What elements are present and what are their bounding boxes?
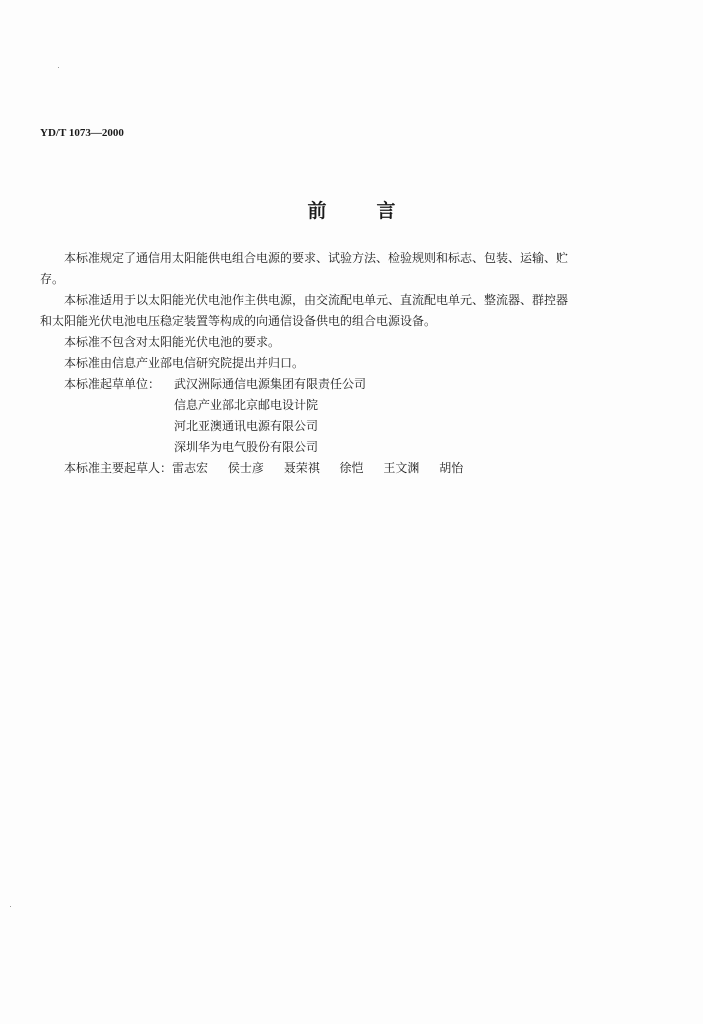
title-char-1: 前	[307, 200, 327, 222]
document-code: YD/T 1073—2000	[40, 127, 124, 139]
paragraph-line: 和太阳能光伏电池电压稳定装置等构成的向通信设备供电的组合电源设备。	[40, 314, 437, 328]
paragraph-scope	[40, 248, 640, 269]
paragraph-line: 存。	[40, 272, 65, 286]
drafting-units-label: 本标准起草单位：	[64, 377, 161, 391]
scan-speck	[58, 67, 59, 68]
drafters-label: 本标准主要起草人：	[64, 461, 173, 475]
drafter-name: 王文渊	[383, 461, 420, 475]
drafter-name: 聂荣祺	[283, 461, 320, 475]
drafting-unit: 河北亚澳通讯电源有限公司	[174, 419, 319, 433]
drafter-name: 徐恺	[339, 461, 364, 475]
paragraph-continuation	[40, 269, 640, 290]
drafters-row	[40, 458, 640, 479]
paragraph-exclusion	[40, 332, 640, 353]
body-text	[40, 248, 640, 479]
paragraph-proposer	[40, 353, 640, 374]
drafter-name: 侯士彦	[227, 461, 264, 475]
paragraph-applicability	[40, 290, 640, 311]
title-char-2: 言	[376, 200, 396, 222]
drafters-names	[172, 458, 479, 479]
drafting-unit: 信息产业部北京邮电设计院	[174, 398, 319, 412]
drafting-units-row	[40, 374, 640, 395]
drafter-name: 胡怡	[439, 461, 464, 475]
paragraph-line: 本标准由信息产业部电信研究院提出并归口。	[64, 356, 305, 370]
drafter-name: 雷志宏	[172, 461, 209, 475]
paragraph-line: 本标准规定了通信用太阳能供电组合电源的要求、试验方法、检验规则和标志、包装、运输、贮	[64, 251, 569, 265]
paragraph-line: 本标准适用于以太阳能光伏电池作主供电源，由交流配电单元、直流配电单元、整流器、群控器	[64, 293, 569, 307]
drafting-unit: 深圳华为电气股份有限公司	[174, 440, 319, 454]
drafting-unit: 武汉洲际通信电源集团有限责任公司	[174, 377, 367, 391]
paragraph-line: 本标准不包含对太阳能光伏电池的要求。	[64, 335, 281, 349]
scan-speck	[10, 906, 11, 907]
paragraph-continuation	[40, 311, 640, 332]
page-title	[0, 196, 703, 223]
